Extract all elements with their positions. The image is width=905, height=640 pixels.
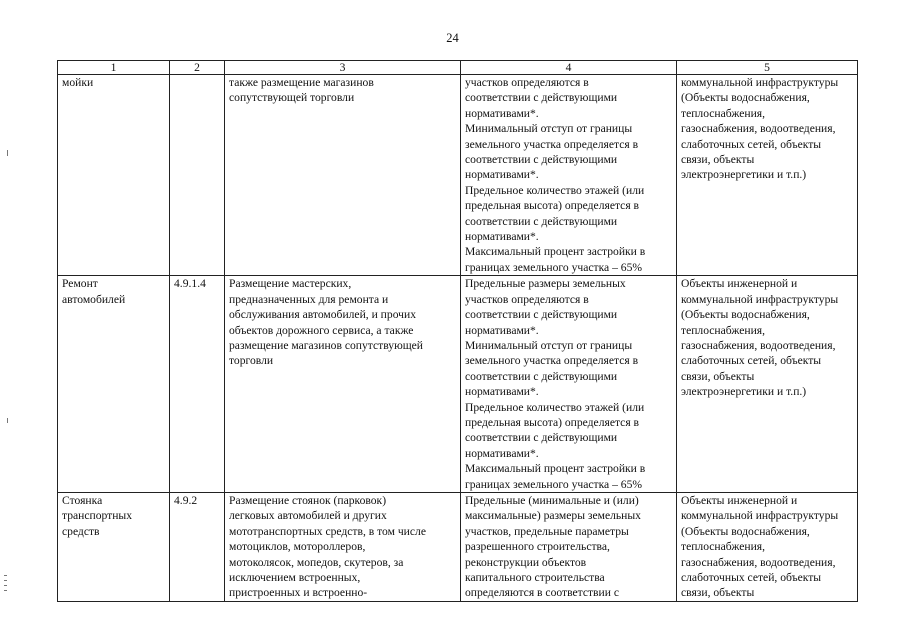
scan-mark	[4, 585, 7, 586]
scan-mark	[4, 575, 7, 576]
table-row	[58, 276, 858, 493]
parameters-cell: Предельные (минимальные и (или) максимальные) размеры земельных участков, предельные параметры разрешенного строительства, реконструкции объектов капитального строительства определяются в соответствии с	[461, 492, 677, 601]
scan-mark	[4, 590, 7, 591]
table-row	[58, 492, 858, 601]
infrastructure-cell: коммунальной инфраструктуры (Объекты водоснабжения, теплоснабжения, газоснабжения, водоотведения, слаботочных сетей, объекты связи, объекты электроэнергетики и т.п.)	[677, 75, 858, 276]
use-name-cell: Ремонт автомобилей	[58, 276, 170, 493]
use-name-cell: мойки	[58, 75, 170, 276]
page-number: 24	[446, 31, 459, 45]
parameters-cell: Предельные размеры земельных участков определяются в соответствии с действующими нормативами*. Минимальный отступ от границы земельного участка определяется в соответствии с действующими нормативами*. Предельное количество этажей (или предельная высота) определяется в соответствии с действующими нормативами*. Максимальный процент застройки в границах земельного участка – 65%	[461, 276, 677, 493]
parameters-cell: участков определяются в соответствии с действующими нормативами*. Минимальный отступ от границы земельного участка определяется в соответствии с действующими нормативами*. Предельное количество этажей (или предельная высота) определяется в соответствии с действующими нормативами*. Максимальный процент застройки в границах земельного участка – 65%	[461, 75, 677, 276]
land-use-table	[57, 60, 858, 602]
use-code-cell: 4.9.2	[170, 492, 225, 601]
use-code-cell	[170, 75, 225, 276]
column-header: 3	[225, 61, 461, 75]
use-description-cell: также размещение магазинов сопутствующей торговли	[225, 75, 461, 276]
table-row	[58, 75, 858, 276]
use-description-cell: Размещение мастерских, предназначенных для ремонта и обслуживания автомобилей, и прочих объектов дорожного сервиса, а также размещение магазинов сопутствующей торговли	[225, 276, 461, 493]
infrastructure-cell: Объекты инженерной и коммунальной инфраструктуры (Объекты водоснабжения, теплоснабжения, газоснабжения, водоотведения, слаботочных сетей, объекты связи, объекты электроэнергетики и т.п.)	[677, 276, 858, 493]
column-header: 4	[461, 61, 677, 75]
use-description-cell: Размещение стоянок (парковок) легковых автомобилей и других мототранспортных средств, в том числе мотоциклов, мотороллеров, мотоколясок, мопедов, скутеров, за исключением встроенных, пристроенных и встроенно-	[225, 492, 461, 601]
column-header: 5	[677, 61, 858, 75]
use-code-cell: 4.9.1.4	[170, 276, 225, 493]
column-header: 1	[58, 61, 170, 75]
column-header: 2	[170, 61, 225, 75]
scan-mark	[7, 418, 8, 423]
use-name-cell: Стоянка транспортных средств	[58, 492, 170, 601]
infrastructure-cell: Объекты инженерной и коммунальной инфраструктуры (Объекты водоснабжения, теплоснабжения, газоснабжения, водоотведения, слаботочных сетей, объекты связи, объекты	[677, 492, 858, 601]
table-header-row	[58, 61, 858, 75]
scan-mark	[4, 580, 7, 581]
scan-mark	[7, 150, 8, 156]
